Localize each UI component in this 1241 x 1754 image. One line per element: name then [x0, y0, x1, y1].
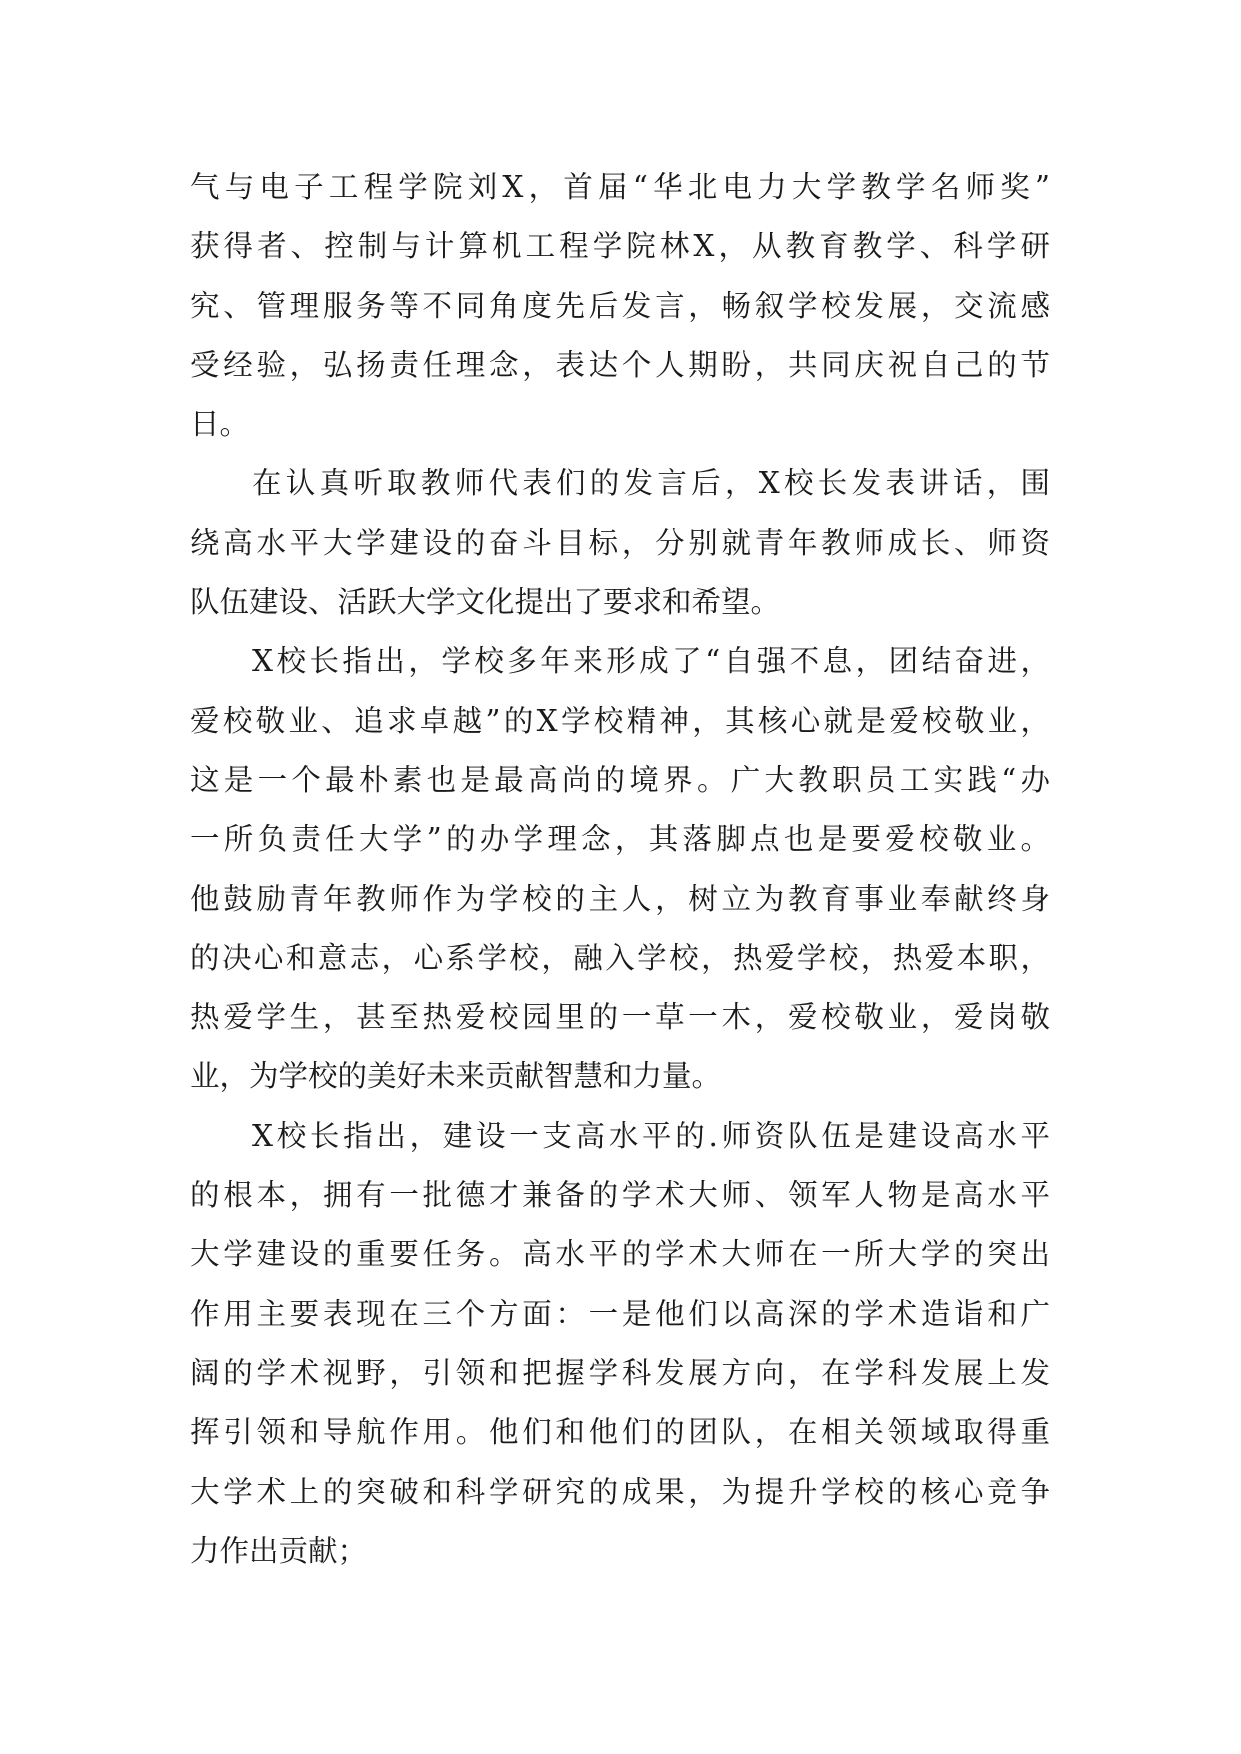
- text-line: 力作出贡献；: [190, 1533, 368, 1568]
- text-line: 大学建设的重要任务。高水平的学术大师在一所大学的突出: [190, 1237, 1050, 1272]
- text-line: 爱校敬业、追求卓越”的X学校精神，其核心就是爱校敬业，: [190, 703, 1050, 738]
- text-line: X校长指出，学校多年来形成了“自强不息，团结奋进，: [252, 644, 1050, 679]
- paragraph-1: [190, 158, 1050, 454]
- text-line: 他鼓励青年教师作为学校的主人，树立为教育事业奉献终身: [190, 881, 1050, 916]
- text-line: 绕高水平大学建设的奋斗目标，分别就青年教师成长、师资: [190, 525, 1050, 560]
- text-line: 气与电子工程学院刘X，首届“华北电力大学教学名师奖”: [190, 170, 1050, 204]
- paragraph-3: [190, 632, 1050, 1106]
- text-line: 热爱学生，甚至热爱校园里的一草一木，爱校敬业，爱岗敬: [190, 1000, 1050, 1035]
- paragraph-4: [190, 1107, 1050, 1581]
- text-line: X校长指出，建设一支高水平的.师资队伍是建设高水平: [252, 1118, 1050, 1153]
- document-body: [190, 158, 1050, 1581]
- text-line: 业，为学校的美好未来贡献智慧和力量。: [190, 1059, 722, 1094]
- text-line: 究、管理服务等不同角度先后发言，畅叙学校发展，交流感: [190, 288, 1050, 323]
- text-line: 受经验，弘扬责任理念，表达个人期盼，共同庆祝自己的节: [190, 347, 1050, 382]
- text-line: 获得者、控制与计算机工程学院林X，从教育教学、科学研: [190, 229, 1050, 264]
- text-line: 的决心和意志，心系学校，融入学校，热爱学校，热爱本职，: [190, 940, 1050, 975]
- text-line: 作用主要表现在三个方面：一是他们以高深的学术造诣和广: [190, 1296, 1050, 1331]
- text-line: 大学术上的突破和科学研究的成果，为提升学校的核心竞争: [190, 1474, 1050, 1509]
- text-line: 这是一个最朴素也是最高尚的境界。广大教职员工实践“办: [190, 762, 1050, 797]
- text-line: 挥引领和导航作用。他们和他们的团队，在相关领域取得重: [190, 1415, 1050, 1450]
- text-line: 的根本，拥有一批德才兼备的学术大师、领军人物是高水平: [190, 1178, 1050, 1213]
- text-line: 日。: [190, 407, 250, 442]
- paragraph-2: [190, 454, 1050, 632]
- text-line: 在认真听取教师代表们的发言后，X校长发表讲话，围: [252, 466, 1050, 501]
- text-line: 阔的学术视野，引领和把握学科发展方向，在学科发展上发: [190, 1355, 1050, 1390]
- text-line: 队伍建设、活跃大学文化提出了要求和希望。: [190, 585, 781, 620]
- text-line: 一所负责任大学”的办学理念，其落脚点也是要爱校敬业。: [190, 822, 1050, 857]
